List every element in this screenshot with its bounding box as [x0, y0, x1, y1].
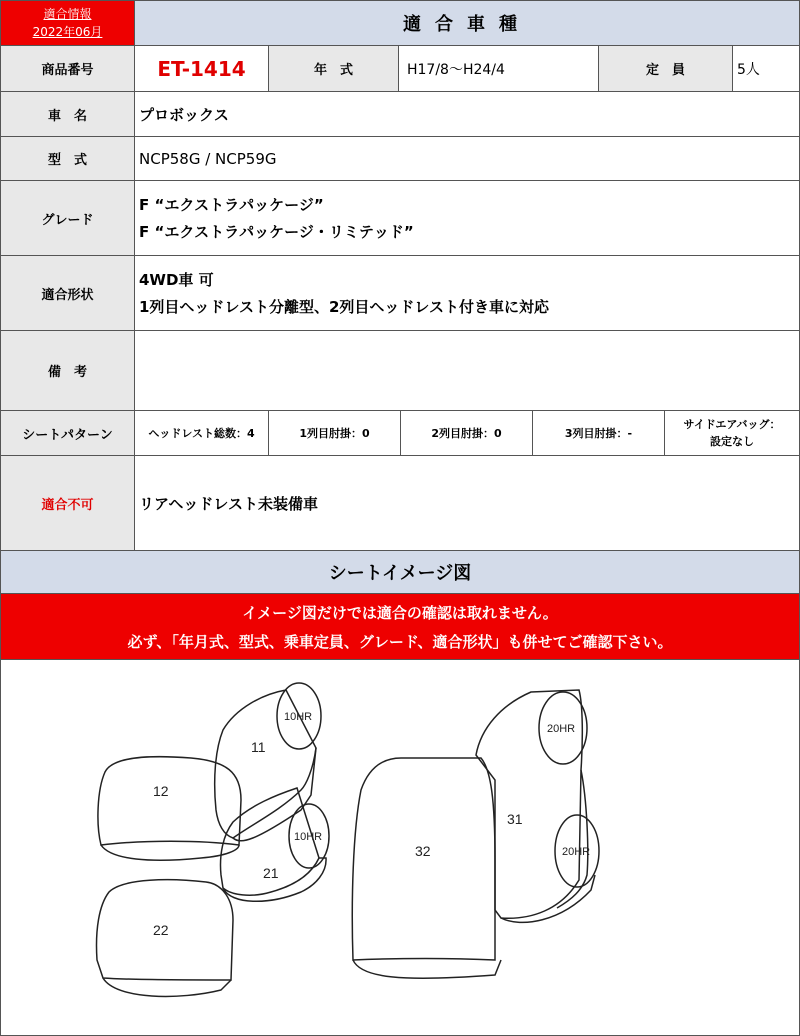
- seat-32-label: 32: [415, 843, 431, 859]
- fit-shape-line-2: 1列目ヘッドレスト分離型、2列目ヘッドレスト付き車に対応: [139, 298, 549, 316]
- seat-31-arm: [501, 875, 595, 922]
- incompatible-label: 適合不可: [1, 456, 135, 550]
- page-title: 適合車種: [135, 1, 799, 45]
- side-airbag: [665, 411, 799, 455]
- remarks-value: [135, 331, 799, 410]
- row2-armrest: 2列目肘掛：0: [401, 411, 533, 455]
- headrest-10hr-a-label: 10HR: [284, 711, 313, 723]
- headrest-20hr-b-label: 20HR: [562, 846, 591, 858]
- headrest-total: ヘッドレスト総数：4: [135, 411, 269, 455]
- side-airbag-value: 設定なし: [710, 435, 754, 448]
- headrest-10hr-b-label: 10HR: [294, 831, 323, 843]
- side-airbag-label: サイドエアバッグ：: [683, 418, 781, 431]
- grade-values: [135, 181, 799, 255]
- grade-row: [1, 181, 799, 256]
- seat-12-front: [101, 845, 239, 860]
- seat-32-shape: [352, 758, 495, 960]
- seat-32-base: [353, 960, 501, 978]
- capacity-label: 定 員: [599, 46, 733, 91]
- row3-armrest: 3列目肘掛：-: [533, 411, 665, 455]
- seat-diagram: [1, 660, 799, 1035]
- seat-12-label: 12: [153, 783, 169, 799]
- fitment-info-date: 2022年06月: [32, 25, 103, 39]
- grade-line-2: F “エクストラパッケージ・リミテッド”: [139, 223, 414, 241]
- fitment-info-badge: [1, 1, 135, 45]
- capacity-value: 5人: [737, 61, 760, 78]
- model-row: [1, 137, 799, 181]
- fit-shape-label: 適合形状: [1, 256, 135, 330]
- seat-22-front: [103, 978, 231, 996]
- notice-banner: [1, 594, 799, 660]
- seat-22-label: 22: [153, 922, 169, 938]
- seat-31-label: 31: [507, 811, 523, 827]
- seat-pattern-row: [1, 411, 799, 456]
- seat-31-side: [557, 770, 591, 908]
- fitment-info-label: 適合情報: [43, 7, 92, 21]
- seat-pattern-label: シートパターン: [1, 411, 135, 455]
- fit-shape-row: [1, 256, 799, 331]
- fit-shape-line-1: 4WD車 可: [139, 271, 214, 289]
- header-row: [1, 1, 799, 46]
- vehicle-name-value: プロボックス: [139, 105, 229, 124]
- headrest-20hr-a-label: 20HR: [547, 723, 576, 735]
- vehicle-name-label: 車 名: [1, 92, 135, 136]
- product-code-label: 商品番号: [1, 46, 135, 91]
- row1-armrest: 1列目肘掛：0: [269, 411, 401, 455]
- product-row: [1, 46, 799, 92]
- product-code: ET-1414: [135, 46, 269, 91]
- seat-12-shape: [98, 757, 241, 845]
- remarks-label: 備 考: [1, 331, 135, 410]
- seat-21-label: 21: [263, 865, 279, 881]
- grade-label: グレード: [1, 181, 135, 255]
- incompatible-value: リアヘッドレスト未装備車: [139, 494, 318, 513]
- notice-line-2: 必ず、「年月式、型式、乗車定員、グレード、適合形状」も併せてご確認下さい。: [127, 632, 673, 651]
- remarks-row: [1, 331, 799, 411]
- notice-line-1: イメージ図だけでは適合の確認は取れません。: [242, 603, 558, 622]
- seat-11-label: 11: [251, 739, 266, 755]
- model-label: 型 式: [1, 137, 135, 180]
- seat-image-title: シートイメージ図: [1, 551, 799, 594]
- model-value: NCP58G / NCP59G: [139, 149, 277, 168]
- vehicle-name-row: [1, 92, 799, 137]
- seat-11-side: [233, 748, 316, 841]
- fit-shape-values: [135, 256, 799, 330]
- year-label: 年 式: [269, 46, 399, 91]
- grade-line-1: F “エクストラパッケージ”: [139, 196, 324, 214]
- year-value: H17/8～H24/4: [399, 46, 599, 91]
- incompatible-row: [1, 456, 799, 551]
